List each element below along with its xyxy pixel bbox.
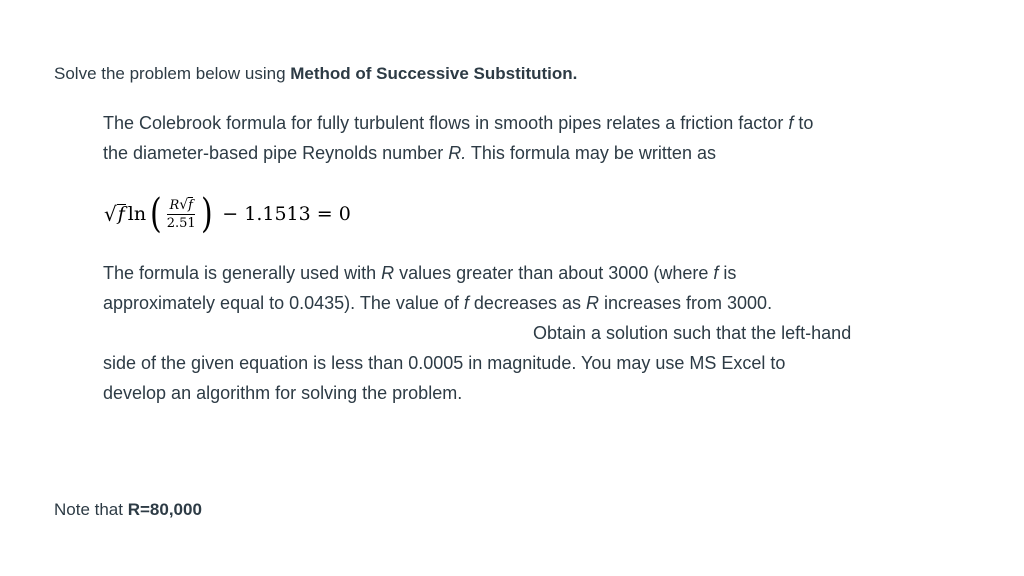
p1-var-r: R. xyxy=(448,143,467,163)
p2-text: Obtain a solution such that the left-hand xyxy=(533,323,852,343)
intro-text: Solve the problem below using xyxy=(54,64,291,83)
reynolds-note xyxy=(54,498,202,522)
sqrt-symbol: √ xyxy=(179,197,189,213)
p1-text: The Colebrook formula for fully turbulent flows in smooth pipes relates a friction factor xyxy=(103,113,789,133)
method-name: Method of Successive Substitution. xyxy=(290,64,578,83)
p2-text: values greater than about 3000 (where xyxy=(394,263,714,283)
p2-text: The formula is generally used with xyxy=(103,263,382,283)
p1-text: the diameter-based pipe Reynolds number xyxy=(103,143,449,163)
left-paren: ( xyxy=(150,191,162,237)
p2-var-f: f xyxy=(713,263,719,283)
p1-text: to xyxy=(793,113,814,133)
note-value: R=80,000 xyxy=(127,500,202,519)
p2-text: increases from 3000. xyxy=(598,293,773,313)
sqrt-symbol: √ xyxy=(104,202,117,227)
p2-var-f: f xyxy=(463,293,469,313)
fraction-numerator xyxy=(167,197,195,215)
numerator-f: f xyxy=(188,198,193,213)
colebrook-description xyxy=(103,108,923,168)
problem-conditions xyxy=(103,258,923,408)
sqrt-f xyxy=(104,204,126,225)
p2-text: is xyxy=(718,263,737,283)
p2-text: develop an algorithm for solving the problem. xyxy=(103,383,463,403)
numerator-r: R xyxy=(169,198,180,213)
formula-tail: − 1.1513 = 0 xyxy=(222,203,351,225)
note-text: Note that xyxy=(54,500,128,519)
p1-var-f: f xyxy=(788,113,794,133)
p2-var-r: R xyxy=(585,293,599,313)
p2-text: approximately equal to 0.0435). The value of xyxy=(103,293,464,313)
problem-intro xyxy=(54,62,577,86)
colebrook-formula xyxy=(104,186,351,242)
p2-text: side of the given equation is less than 0.0005 in magnitude. You may use MS Excel to xyxy=(103,353,786,373)
fraction-denominator: 2.51 xyxy=(166,216,196,231)
p1-text: This formula may be written as xyxy=(466,143,716,163)
formula-ln: ln xyxy=(127,203,147,225)
formula-fraction xyxy=(167,197,196,231)
p2-var-r: R xyxy=(381,263,395,283)
right-paren: ) xyxy=(200,191,213,237)
formula-f: f xyxy=(117,202,125,225)
p2-text: decreases as xyxy=(468,293,586,313)
